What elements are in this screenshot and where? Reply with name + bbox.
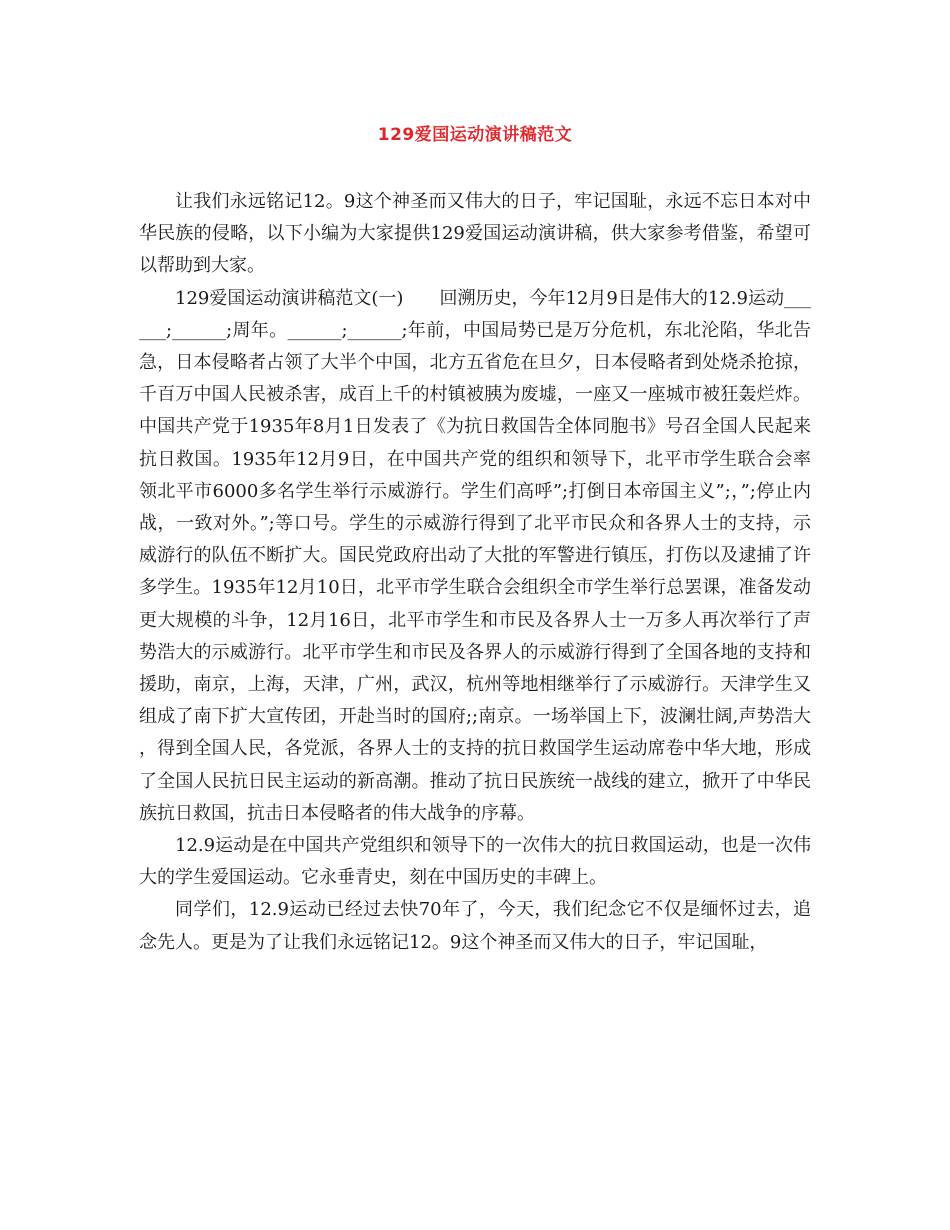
paragraph-intro: 让我们永远铭记12。9这个神圣而又伟大的日子，牢记国耻，永远不忘日本对中华民族的侵略，以下小编为大家提供129爱国运动演讲稿，供大家参考借鉴，希望可以帮助到大家。 <box>139 191 811 277</box>
document-body <box>139 186 811 959</box>
paragraph-significance: 12.9运动是在中国共产党组织和领导下的一次伟大的抗日救国运动，也是一次伟大的学生爱国运动。它永垂青史，刻在中国历史的丰碑上。 <box>139 835 811 889</box>
paragraph-commemoration: 同学们，12.9运动已经过去快70年了，今天，我们纪念它不仅是缅怀过去，追念先人。更是为了让我们永远铭记12。9这个神圣而又伟大的日子，牢记国耻， <box>139 899 811 953</box>
paragraph-history: 129爱国运动演讲稿范文(一) 回溯历史，今年12月9日是伟大的12.9运动______;______;周年。______;______;年前，中国局势已是万分危机，东北沦陷，华北告急，日本侵略者占领了大半个中国，北方五省危在旦夕，日本侵略者到处烧杀抢掠，千百万中国人民被杀害，成百上千的村镇被胰为废墟，一座又一座城市被狂轰烂炸。中国共产党于1935年8月1日发表了《为抗日救国告全体同胞书》号召全国人民起来抗日救国。1935年12月9日，在中国共产党的组织和领导下，北平市学生联合会率领北平市6000多名学生举行示威游行。学生们高呼”;打倒日本帝国主义”;，”;停止内战，一致对外。”;等口号。学生的示威游行得到了北平市民众和各界人士的支持，示威游行的队伍不断扩大。国民党政府出动了大批的军警进行镇压，打伤以及逮捕了许多学生。1935年12月10日，北平市学生联合会组织全市学生举行总罢课，准备发动更大规模的斗争，12月16日，北平市学生和市民及各界人士一万多人再次举行了声势浩大的示威游行。北平市学生和市民及各界人的示威游行得到了全国各地的支持和援助，南京，上海，天津，广州，武汉，杭州等地相继举行了示威游行。天津学生又组成了南下扩大宣传团，开赴当时的国府;;南京。一场举国上下，波澜壮阔,声势浩大，得到全国人民，各党派，各界人士的支持的抗日救国学生运动席卷中华大地，形成了全国人民抗日民主运动的新高潮。推动了抗日民族统一战线的建立，掀开了中华民族抗日救国，抗击日本侵略者的伟大战争的序幕。 <box>139 287 811 824</box>
document-title: 129爱国运动演讲稿范文 <box>377 125 573 145</box>
